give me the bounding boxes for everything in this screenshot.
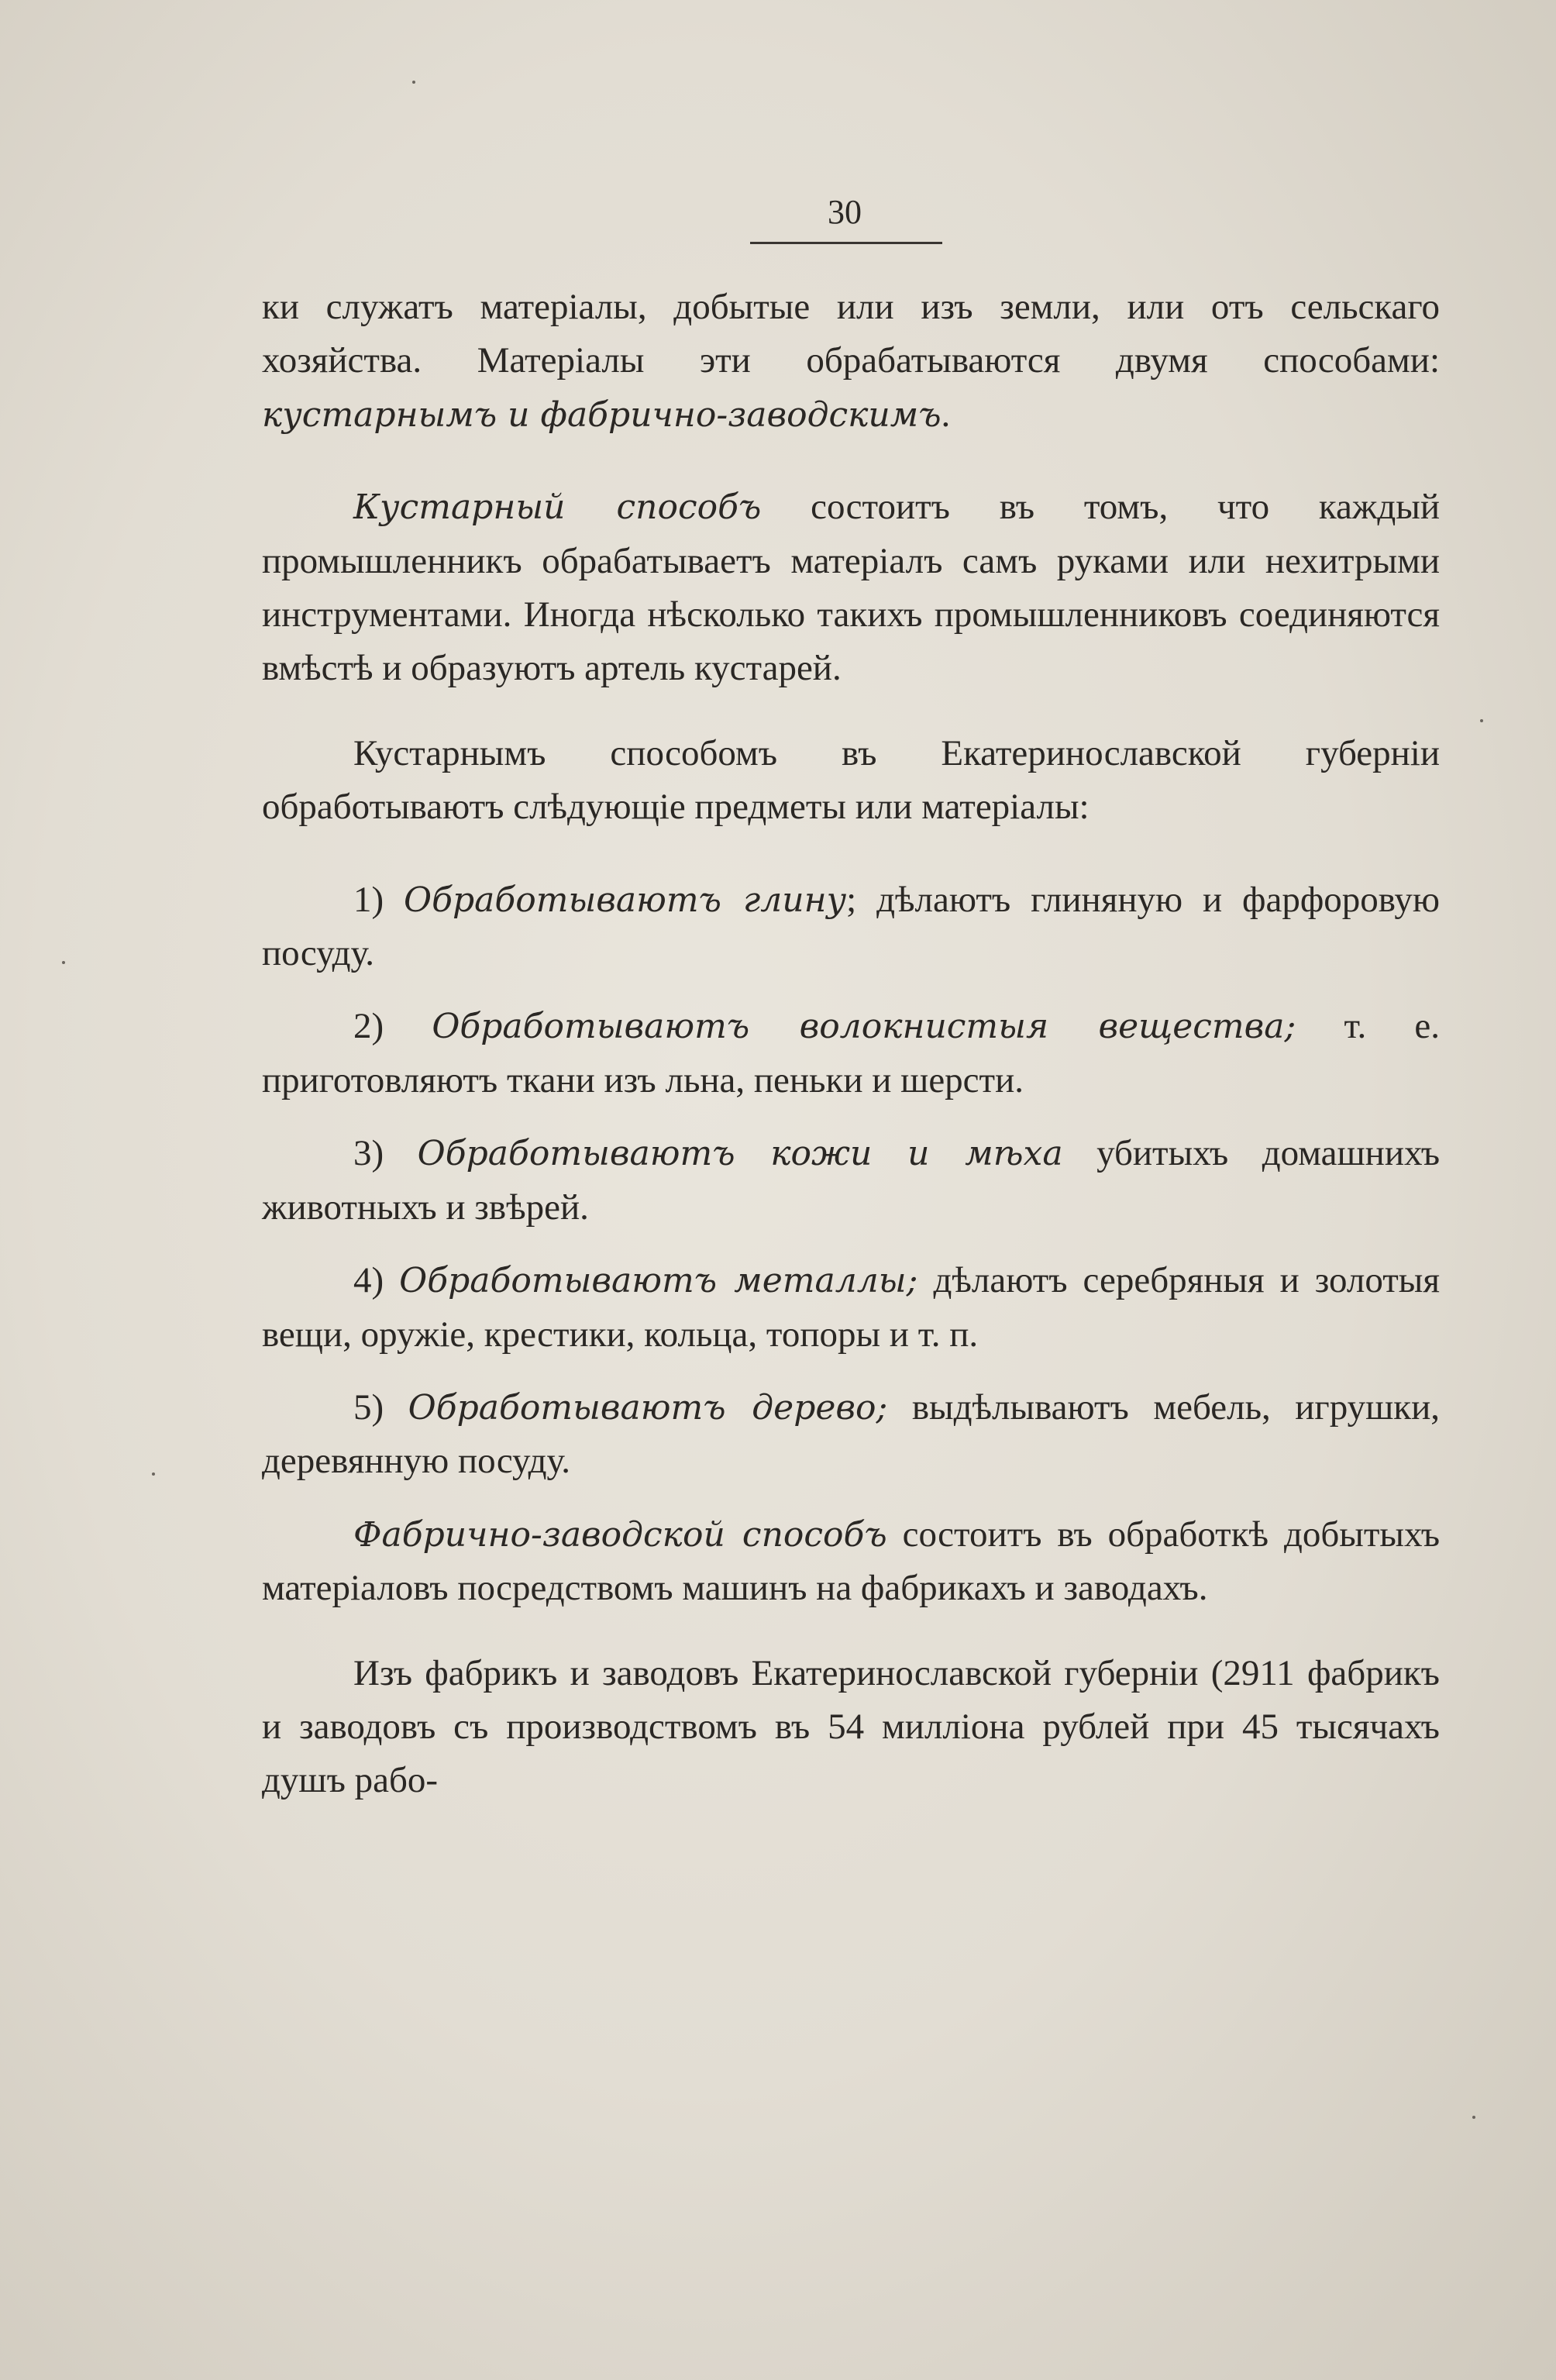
list-item-1 bbox=[262, 873, 1440, 981]
text-run: состоитъ въ обработкѣ добытыхъ матеріаловъ посредствомъ машинъ на фабрикахъ и заводахъ. bbox=[262, 1514, 1440, 1609]
page-number-rule bbox=[750, 242, 942, 244]
text-run: ки служатъ матеріалы, добытые или изъ земли, или отъ сельскаго хозяйства. Матеріалы эти обрабатываются двумя способами: bbox=[262, 287, 1440, 381]
list-item-2 bbox=[262, 1000, 1440, 1107]
paragraph-1 bbox=[262, 281, 1440, 442]
text-run: дѣлаютъ серебряныя и золотыя вещи, оружіе, крестики, кольца, топоры и т. п. bbox=[262, 1260, 1441, 1355]
italic-run: Кустарный способъ bbox=[353, 487, 762, 528]
italic-run: Обработываютъ глину bbox=[404, 880, 847, 920]
text-run: 4) bbox=[353, 1260, 400, 1301]
paper-speck bbox=[1472, 2116, 1475, 2119]
paper-speck bbox=[152, 1472, 155, 1476]
text-run: . bbox=[941, 394, 951, 435]
italic-run: Обработываютъ волокнистыя вещества; bbox=[432, 1007, 1296, 1047]
italic-run: Фабрично-заводской способъ bbox=[353, 1514, 887, 1555]
text-run: 5) bbox=[353, 1386, 408, 1428]
text-run: Изъ фабрикъ и заводовъ Екатеринославской губерніи (2911 фабрикъ и заводовъ съ производствомъ въ 54 милліона рублей при 45 тысячахъ душъ рабо- bbox=[262, 1652, 1440, 1801]
paragraph-5 bbox=[262, 1647, 1440, 1808]
paragraph-2 bbox=[262, 480, 1440, 696]
text-run: ; дѣлаютъ глиняную и фарфоровую посуду. bbox=[262, 879, 1440, 974]
page-number: 30 bbox=[828, 193, 862, 231]
text-run: 3) bbox=[353, 1133, 418, 1174]
text-run: состоитъ въ томъ, что каждый промышленникъ обрабатываетъ матеріалъ самъ руками или нехитрыми инструментами. Иногда нѣсколько такихъ промышленниковъ соединяются вмѣстѣ и образуютъ артель кустарей. bbox=[262, 487, 1440, 689]
text-run: убитыхъ домашнихъ животныхъ и звѣрей. bbox=[262, 1133, 1441, 1228]
text-run: т. е. приготовляютъ ткани изъ льна, пеньки и шерсти. bbox=[262, 1006, 1440, 1100]
text-run: выдѣлываютъ мебель, игрушки, деревянную посуду. bbox=[262, 1386, 1441, 1482]
paper-speck bbox=[412, 81, 415, 84]
italic-run: Обработываютъ кожи и мѣха bbox=[417, 1134, 1063, 1174]
list-item-3 bbox=[262, 1127, 1440, 1235]
body-text bbox=[262, 281, 1440, 1808]
list-item-4 bbox=[262, 1254, 1440, 1362]
italic-run: Обработываютъ дерево; bbox=[408, 1387, 888, 1428]
paper-speck bbox=[1480, 719, 1483, 722]
italic-run: Обработываютъ металлы; bbox=[399, 1261, 918, 1301]
list-item-5 bbox=[262, 1381, 1440, 1489]
paragraph-4 bbox=[262, 1508, 1440, 1616]
text-run: 1) bbox=[353, 879, 404, 920]
text-run: 2) bbox=[353, 1006, 432, 1047]
paper-speck bbox=[62, 961, 65, 964]
italic-run: кустарнымъ и фабрично-заводскимъ bbox=[262, 394, 942, 435]
paragraph-3 bbox=[262, 727, 1440, 835]
text-run: Кустарнымъ способомъ въ Екатеринославской губерніи обработываютъ слѣдующіе предметы или матеріалы: bbox=[262, 732, 1440, 828]
